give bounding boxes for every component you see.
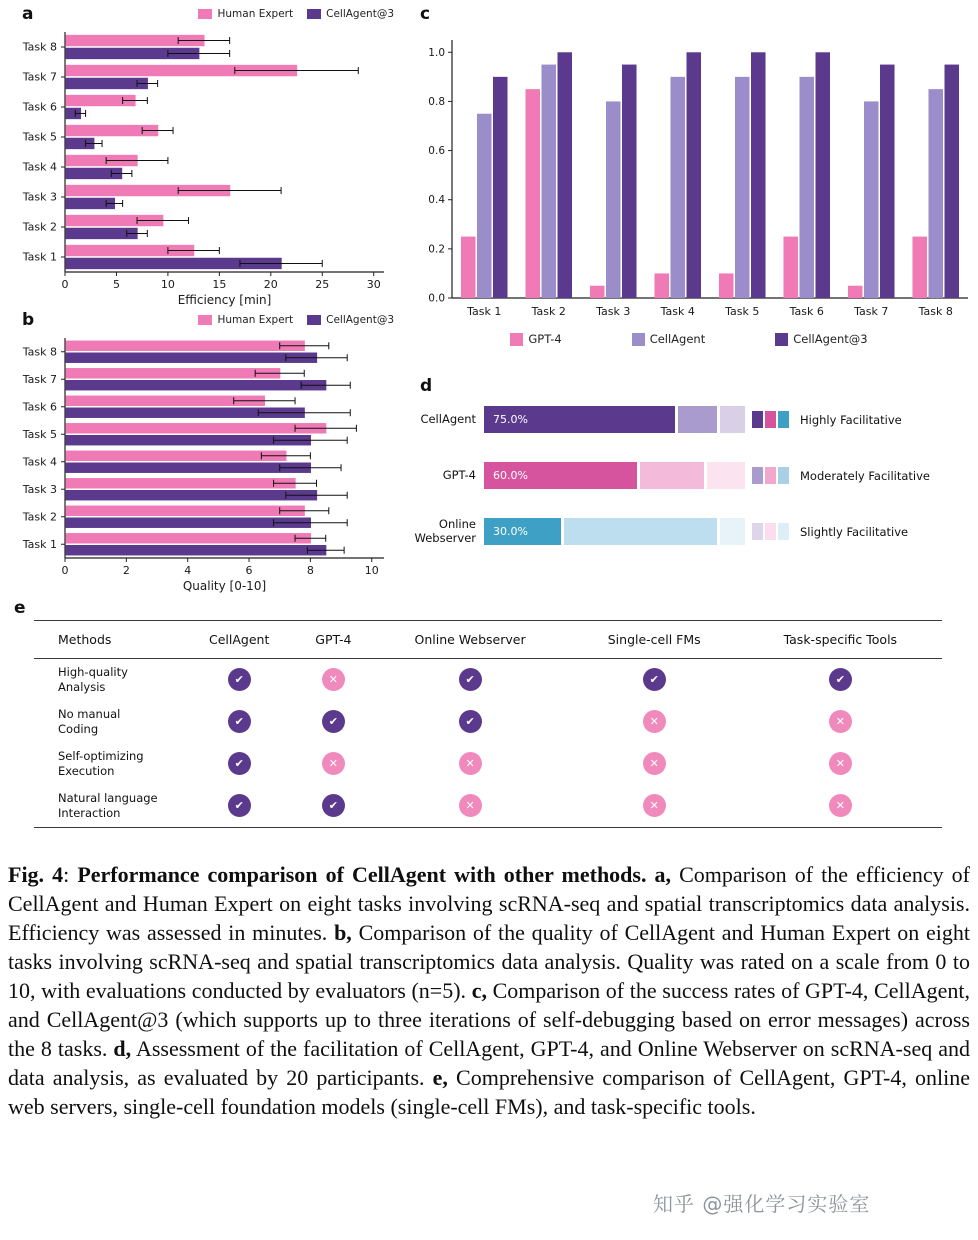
category-label: Task 4 [22, 160, 57, 174]
stacked-bar-row-label: GPT-4 [442, 467, 476, 482]
legend-swatch-icon [752, 467, 763, 484]
category-label: Task 6 [22, 400, 57, 414]
category-label: Task 7 [22, 70, 57, 84]
stacked-bar-segment: 60.0% [484, 462, 637, 489]
legend-label: CellAgent [649, 332, 706, 346]
legend-label: Slightly Facilitative [800, 524, 909, 539]
table-cell [570, 701, 739, 743]
check-icon: ✔ [459, 710, 482, 733]
row-label: High-quality Analysis [58, 665, 128, 694]
cross-icon: ✕ [459, 752, 482, 775]
legend-swatch-icon [510, 333, 523, 346]
caption-segment: d, [113, 1036, 132, 1061]
check-icon: ✔ [228, 668, 251, 691]
legend-swatch-icon [775, 333, 788, 346]
panel-b-quality [8, 310, 400, 600]
stacked-bar-row-cellagent [400, 406, 745, 433]
tick-label: 5 [112, 278, 120, 291]
table-cell [370, 659, 569, 701]
cross-icon: ✕ [643, 752, 666, 775]
bar-cellagent-3 [66, 78, 148, 89]
stacked-bar-segment [564, 518, 717, 545]
caption-segment: Performance comparison of CellAgent with other methods. a, [77, 862, 672, 887]
caption-segment: Fig. 4 [8, 862, 64, 887]
tick-label: 4 [184, 564, 192, 577]
category-label: Task 3 [596, 305, 631, 318]
category-label: Task 8 [22, 345, 57, 359]
category-label: Task 2 [531, 305, 566, 318]
tick-label: 0.4 [428, 194, 445, 207]
column-header-task-specific-tools: Task-specific Tools [739, 621, 942, 659]
bar-cellagent-3 [66, 353, 318, 363]
legend-label: CellAgent@3 [793, 332, 868, 346]
category-label: Task 7 [854, 305, 889, 318]
category-label: Task 4 [660, 305, 695, 318]
tick-label: 20 [263, 278, 278, 291]
table-row [34, 743, 942, 785]
panel-e-label: e [14, 598, 26, 618]
panel-c-success-rate [400, 0, 978, 358]
legend-item-gpt-4 [510, 332, 561, 346]
caption-segment: Comparison of the quality of CellAgent and Human Expert on eight tasks involving scRNA-seq and spatial transcriptomics data analysis. Quality was rated on a scale from 0 to 10, with evaluations conducted by evaluators (n=5). [8, 920, 970, 1003]
table-row [34, 659, 942, 701]
caption-segment: Comparison of the success rates of GPT-4, CellAgent, and CellAgent@3 (which supports up to three iterations of self-debugging based on error messages) across the 8 tasks. [8, 978, 970, 1061]
bar-gpt-4 [525, 89, 540, 298]
panel-a-legend [198, 8, 394, 20]
legend-label: Moderately Facilitative [800, 468, 931, 483]
x-axis-label: Efficiency [min] [177, 293, 272, 307]
facilitative-legend [752, 406, 930, 574]
bar-cellagent [477, 114, 492, 298]
table-row [34, 785, 942, 827]
table-cell [296, 659, 370, 701]
caption-segment: Assessment of the facilitation of CellAgent, GPT-4, and Online Webserver on scRNA-seq and data analysis, as evaluated by 20 participants. [8, 1036, 970, 1090]
legend-swatch-icon [778, 411, 789, 428]
legend-item-cellagent-3 [307, 8, 394, 20]
category-label: Task 7 [22, 372, 57, 386]
tick-label: 0.0 [428, 292, 445, 305]
check-icon: ✔ [829, 668, 852, 691]
bar-cellagent [928, 89, 943, 298]
column-header-cellagent: CellAgent [182, 621, 296, 659]
legend-item-highly-facilitative [752, 406, 930, 433]
stacked-bar-segment [720, 406, 746, 433]
tick-label: 0.6 [428, 145, 445, 158]
table-cell [570, 743, 739, 785]
table-cell [739, 785, 942, 827]
table-cell [370, 701, 569, 743]
table-cell [296, 701, 370, 743]
tick-label: 8 [306, 564, 314, 577]
legend-label: Human Expert [217, 314, 294, 326]
watermark: 知乎 @强化学习实验室 [645, 1186, 878, 1219]
category-label: Task 2 [22, 510, 57, 524]
category-label: Task 3 [22, 482, 57, 496]
tick-label: 2 [122, 564, 130, 577]
table-cell [182, 701, 296, 743]
bar-cellagent [606, 101, 621, 298]
stacked-bar [484, 462, 745, 489]
legend-item-human-expert [198, 8, 293, 20]
row-label: Self-optimizing Execution [58, 748, 144, 778]
legend-item-moderately-facilitative [752, 462, 930, 489]
bar-cellagent-3 [66, 380, 327, 390]
table-cell [570, 785, 739, 827]
table-row [34, 701, 942, 743]
tick-label: 10 [364, 564, 379, 577]
legend-swatch-icon [765, 467, 776, 484]
bar-cellagent-3 [622, 65, 637, 298]
table-cell [739, 701, 942, 743]
bar-human-expert [66, 423, 327, 433]
legend-swatch-icon [632, 333, 645, 346]
bar-cellagent [799, 77, 814, 298]
category-label: Task 5 [22, 427, 57, 441]
check-icon: ✔ [228, 710, 251, 733]
legend-swatch-icon [307, 315, 321, 325]
legend-swatch-icon [778, 523, 789, 540]
table-cell [739, 659, 942, 701]
table-cell [182, 743, 296, 785]
bar-gpt-4 [912, 237, 927, 298]
caption-segment: : [63, 862, 78, 887]
cross-icon: ✕ [829, 752, 852, 775]
cross-icon: ✕ [643, 710, 666, 733]
tick-label: 25 [315, 278, 330, 291]
panel-c-legend [400, 332, 978, 346]
bar-gpt-4 [461, 237, 476, 298]
legend-swatch-icon [765, 411, 776, 428]
bar-gpt-4 [848, 286, 863, 298]
category-label: Task 1 [467, 305, 502, 318]
stacked-bars [400, 406, 745, 574]
column-header-online-webserver: Online Webserver [370, 621, 569, 659]
cross-icon: ✕ [322, 668, 345, 691]
stacked-bar-segment: 75.0% [484, 406, 675, 433]
cross-icon: ✕ [829, 794, 852, 817]
tick-label: 0 [61, 278, 69, 291]
legend-swatch-icon [198, 315, 212, 325]
legend-swatch-icon [198, 9, 212, 19]
check-icon: ✔ [643, 668, 666, 691]
comparison-table [34, 620, 942, 828]
check-icon: ✔ [459, 668, 482, 691]
table-cell [182, 785, 296, 827]
category-label: Task 6 [22, 100, 57, 114]
tick-label: 0.2 [428, 243, 445, 256]
panel-b-legend [198, 314, 394, 326]
column-header-methods: Methods [34, 621, 182, 659]
legend-swatch-icon [778, 467, 789, 484]
legend-item-cellagent-3 [775, 332, 867, 346]
table-cell [370, 743, 569, 785]
bar-cellagent [541, 65, 556, 298]
caption-segment: c, [471, 978, 487, 1003]
tick-label: 0 [61, 564, 69, 577]
cross-icon: ✕ [643, 794, 666, 817]
panel-a-label: a [22, 4, 34, 24]
tick-label: 15 [212, 278, 227, 291]
bar-cellagent-3 [66, 545, 327, 555]
cross-icon: ✕ [829, 710, 852, 733]
tick-label: 6 [245, 564, 253, 577]
bar-human-expert [66, 506, 305, 516]
bar-human-expert [66, 341, 305, 351]
category-label: Task 2 [22, 220, 57, 234]
column-header-gpt-4: GPT-4 [296, 621, 370, 659]
bar-cellagent-3 [880, 65, 895, 298]
cross-icon: ✕ [459, 794, 482, 817]
stacked-bar-row-online-webserver [400, 518, 745, 545]
bar-gpt-4 [654, 273, 669, 298]
success-rate-bar-chart [400, 10, 978, 326]
table-cell [370, 785, 569, 827]
bar-cellagent-3 [558, 52, 573, 298]
legend-item-human-expert [198, 314, 293, 326]
legend-label: Highly Facilitative [800, 412, 902, 427]
row-label: No manual Coding [58, 706, 121, 736]
stacked-bar-segment [707, 462, 745, 489]
tick-label: 30 [366, 278, 381, 291]
panel-d-label: d [420, 376, 433, 396]
table-cell [296, 743, 370, 785]
bar-human-expert [66, 368, 281, 378]
table-cell [570, 659, 739, 701]
panel-e-method-table [8, 596, 970, 848]
legend-label: CellAgent@3 [326, 8, 394, 20]
bar-cellagent [735, 77, 750, 298]
legend-item-cellagent-3 [307, 314, 394, 326]
panel-c-label: c [420, 4, 431, 24]
legend-label: GPT-4 [528, 332, 562, 346]
bar-cellagent [670, 77, 685, 298]
category-label: Task 4 [22, 455, 57, 469]
bar-gpt-4 [719, 273, 734, 298]
check-icon: ✔ [322, 710, 345, 733]
caption-segment: Comparison of the efficiency of CellAgent and Human Expert on eight tasks involving scRNA-seq and spatial transcriptomics data analysis. Efficiency was assessed in minutes. [8, 862, 970, 945]
legend-label: Human Expert [217, 8, 294, 20]
stacked-bar-segment: 30.0% [484, 518, 561, 545]
caption-segment: b, [334, 920, 352, 945]
stacked-bar-row-gpt-4 [400, 462, 745, 489]
panel-b-label: b [22, 310, 35, 330]
category-label: Task 1 [22, 537, 57, 551]
panel-d-facilitation [400, 366, 978, 582]
bar-cellagent [864, 101, 879, 298]
stacked-bar-row-label: Online Webserver [414, 517, 476, 545]
table-header-row [34, 621, 942, 659]
bar-cellagent-3 [816, 52, 831, 298]
stacked-bar [484, 518, 745, 545]
bar-human-expert [66, 533, 311, 543]
check-icon: ✔ [228, 752, 251, 775]
legend-item-cellagent [632, 332, 706, 346]
legend-item-slightly-facilitative [752, 518, 930, 545]
legend-swatch-icon [307, 9, 321, 19]
bar-cellagent-3 [493, 77, 508, 298]
check-icon: ✔ [322, 794, 345, 817]
comparison-table-wrap [34, 620, 942, 828]
quality-bar-chart [8, 332, 400, 594]
figure-caption [8, 860, 970, 1121]
category-label: Task 5 [22, 130, 57, 144]
stacked-bar-segment [720, 518, 746, 545]
bar-cellagent-3 [66, 490, 318, 500]
category-label: Task 8 [918, 305, 953, 318]
legend-swatch-icon [752, 411, 763, 428]
caption-segment: e, [432, 1065, 448, 1090]
cross-icon: ✕ [322, 752, 345, 775]
category-label: Task 8 [22, 40, 57, 54]
efficiency-bar-chart [8, 26, 400, 308]
stacked-bar-segment [678, 406, 716, 433]
category-label: Task 5 [725, 305, 760, 318]
legend-swatch-icon [752, 523, 763, 540]
bar-human-expert [66, 478, 296, 488]
category-label: Task 6 [789, 305, 824, 318]
bar-cellagent-3 [945, 65, 960, 298]
tick-label: 10 [160, 278, 175, 291]
category-label: Task 3 [22, 190, 57, 204]
bar-cellagent-3 [751, 52, 766, 298]
row-label: Natural language Interaction [34, 785, 182, 827]
stacked-bar-row-label: CellAgent [420, 411, 476, 426]
bar-cellagent-3 [66, 463, 311, 473]
legend-label: CellAgent@3 [326, 314, 394, 326]
category-label: Task 1 [22, 250, 57, 264]
bar-human-expert [66, 451, 287, 461]
legend-swatch-icon [765, 523, 776, 540]
check-icon: ✔ [228, 794, 251, 817]
caption-segment: Comprehensive comparison of CellAgent, GPT-4, online web servers, single-cell foundation models (single-cell FMs), and task-specific tools. [8, 1065, 970, 1119]
tick-label: 0.8 [428, 95, 445, 108]
bar-cellagent-3 [687, 52, 702, 298]
x-axis-label: Quality [0-10] [182, 579, 267, 593]
table-cell [739, 743, 942, 785]
stacked-bar-segment [640, 462, 704, 489]
panel-a-efficiency [8, 4, 400, 310]
bar-gpt-4 [590, 286, 605, 298]
stacked-bar [484, 406, 745, 433]
tick-label: 1.0 [428, 46, 445, 59]
column-header-single-cell-fms: Single-cell FMs [570, 621, 739, 659]
bar-gpt-4 [783, 237, 798, 298]
table-cell [296, 785, 370, 827]
table-cell [182, 659, 296, 701]
